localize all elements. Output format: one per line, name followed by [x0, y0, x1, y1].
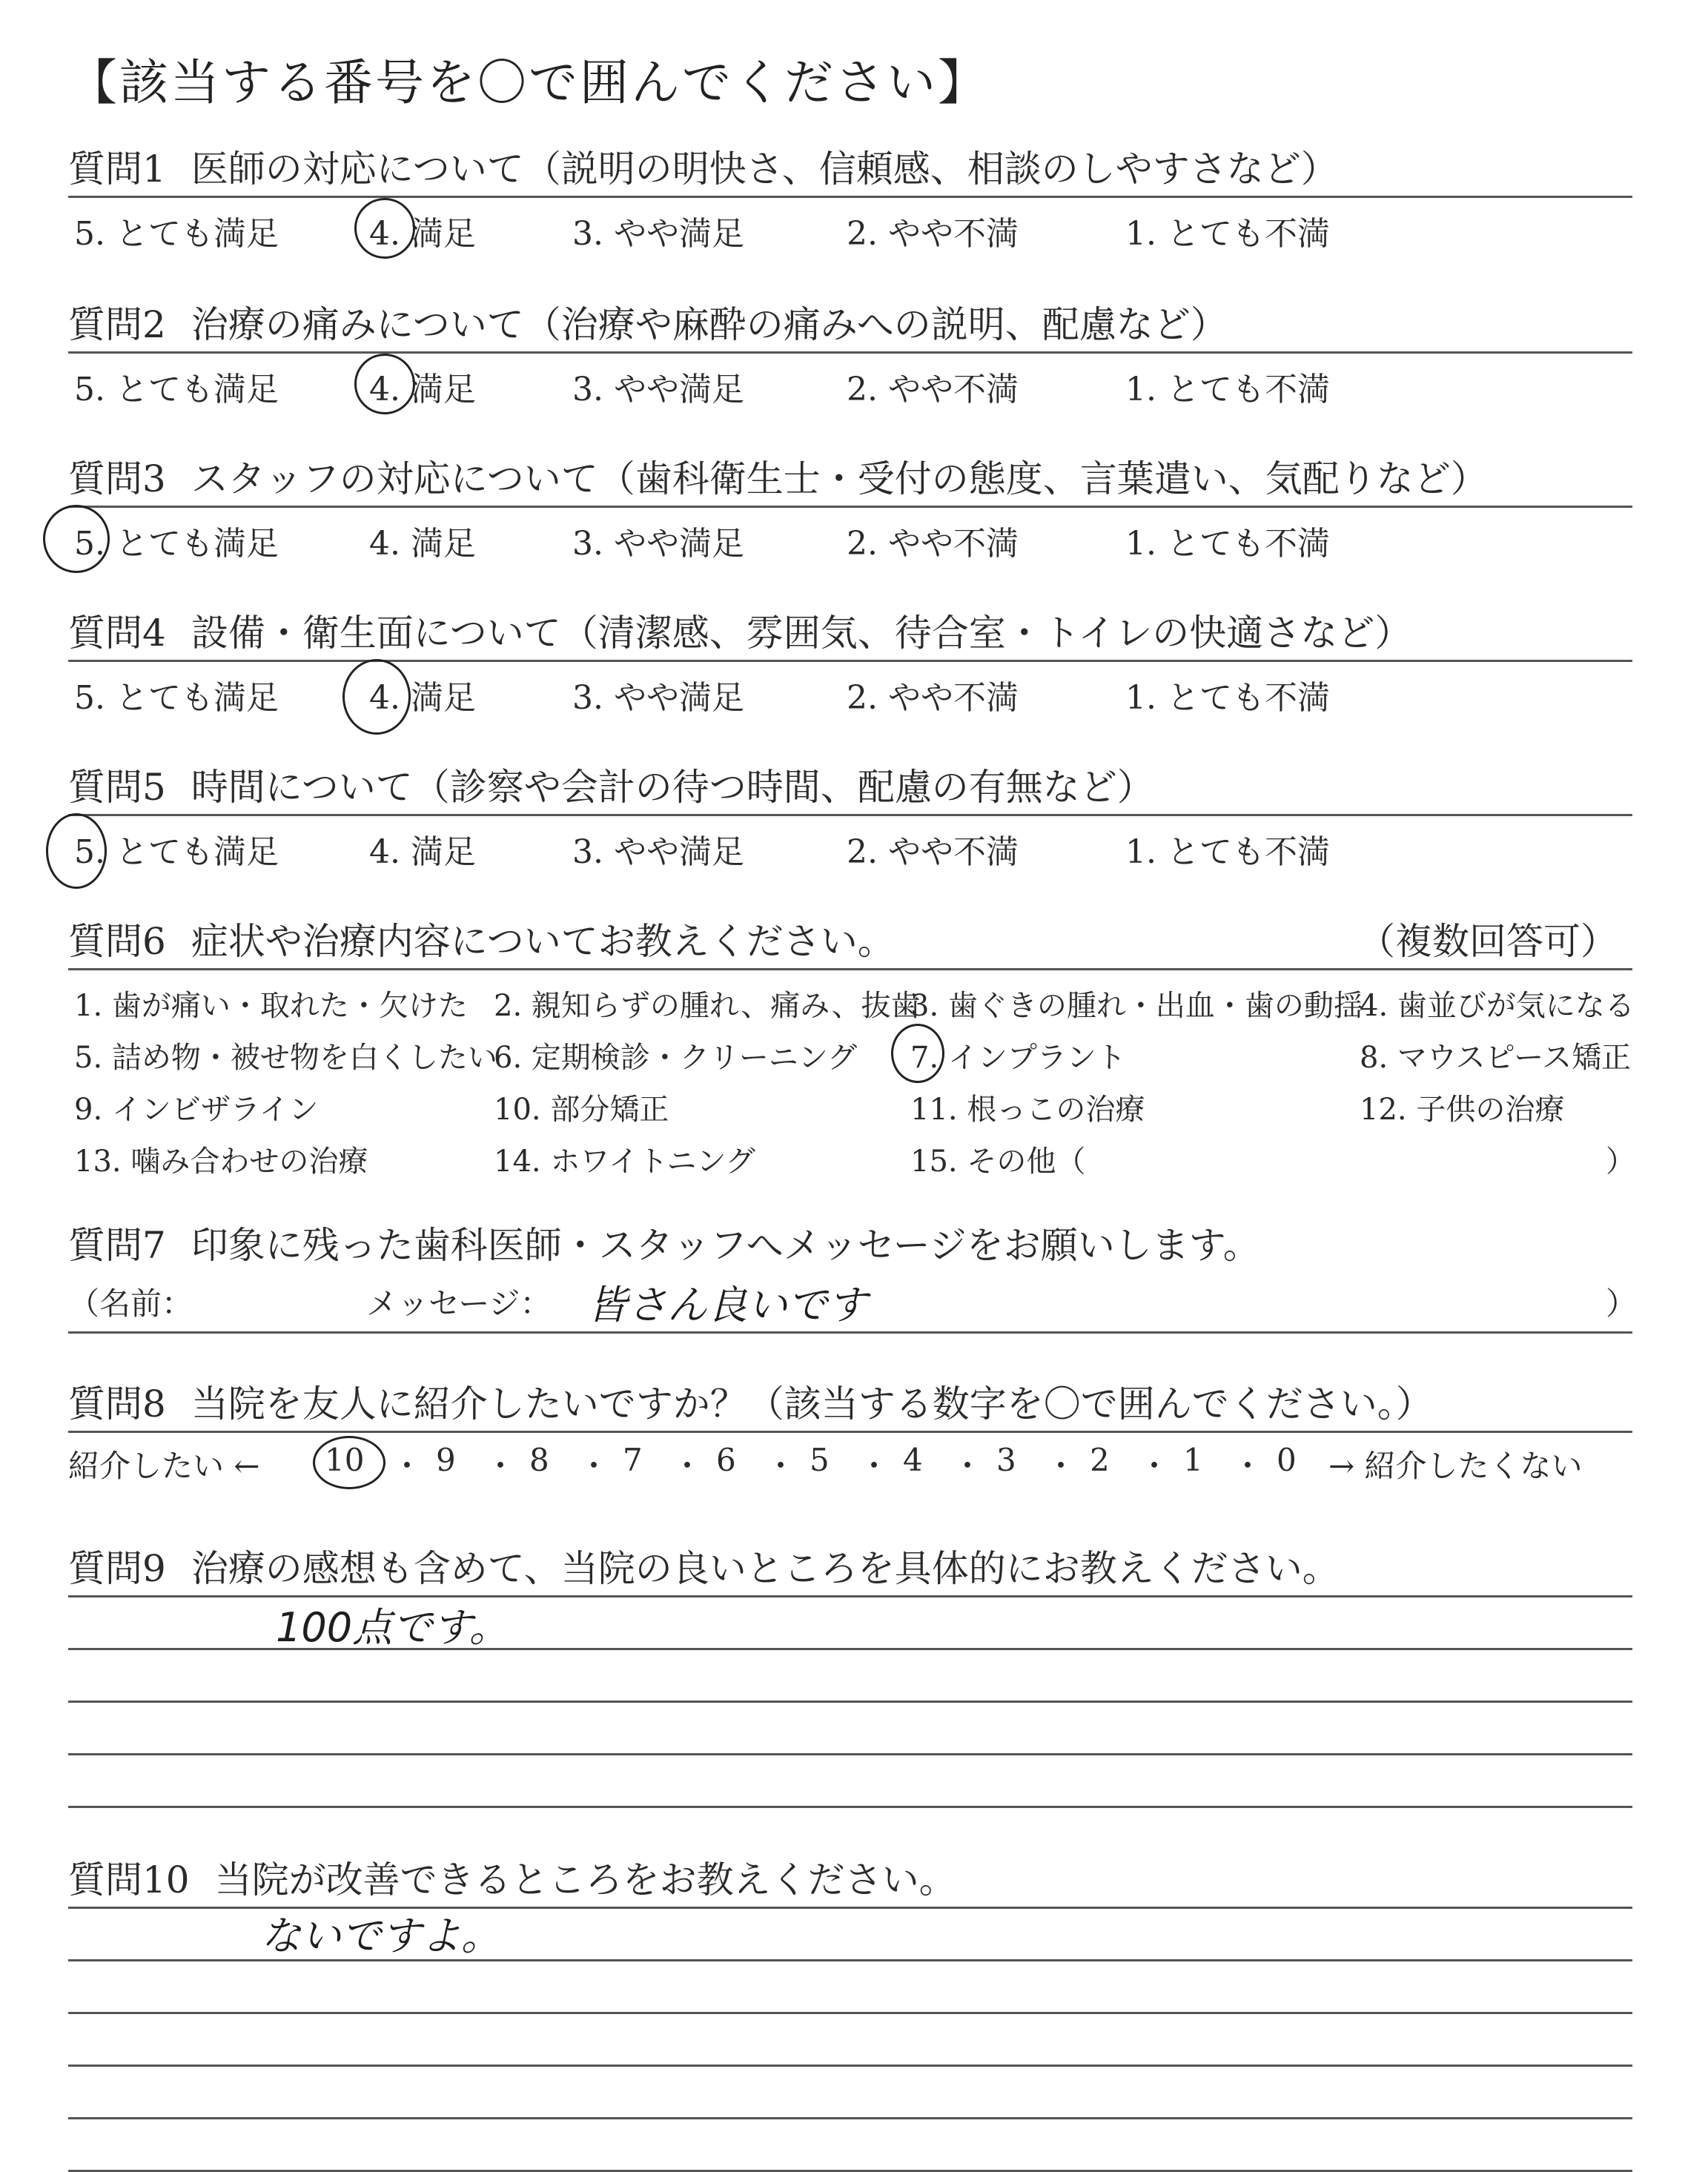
recommend-scale: [68, 1433, 1632, 1489]
rating-options: [68, 354, 1632, 407]
question-text: スタッフの対応について（歯科衛生士・受付の態度、言葉遣い、気配りなど）: [191, 457, 1488, 500]
question-number: 質問10: [68, 1858, 190, 1901]
answer-line: [68, 1961, 1632, 2014]
question-number: 質問9: [68, 1547, 166, 1590]
symptom-options: [68, 970, 1635, 1185]
option-5[interactable]: 5. とても満足: [74, 215, 279, 253]
symptom-option[interactable]: 4. 歯並びが気になる: [1360, 989, 1635, 1023]
question-9: [68, 1545, 1632, 1808]
option-1[interactable]: 1. とても不満: [1125, 833, 1330, 871]
scale-value-2[interactable]: 2: [1090, 1442, 1110, 1478]
scale-value-1[interactable]: 1: [1183, 1442, 1203, 1478]
answer-lines[interactable]: [68, 1597, 1632, 1808]
scale-separator: ・: [1139, 1448, 1171, 1484]
question-2-title: [68, 301, 1632, 354]
option-5[interactable]: 5. とても満足: [74, 371, 279, 408]
question-1: [68, 145, 1632, 251]
message-close-paren: ）: [1606, 1285, 1638, 1322]
scale-separator: ・: [858, 1448, 890, 1484]
rating-options: [68, 662, 1632, 715]
question-number: 質問7: [68, 1224, 166, 1267]
scale-separator: ・: [952, 1448, 984, 1484]
scale-right-label: → 紹介したくない: [1328, 1448, 1583, 1484]
option-2[interactable]: 2. やや不満: [847, 215, 1019, 253]
question-number: 質問2: [68, 303, 166, 346]
option-4[interactable]: 4. 満足: [369, 679, 476, 717]
option-4[interactable]: 4. 満足: [369, 215, 476, 253]
symptom-option[interactable]: 14. ホワイトニング: [494, 1145, 755, 1179]
message-field[interactable]: [68, 1272, 1638, 1334]
question-7-title: [68, 1222, 1632, 1272]
option-3[interactable]: 3. やや満足: [572, 679, 744, 717]
option-2[interactable]: 2. やや不満: [847, 371, 1019, 408]
scale-left-label: 紹介したい ←: [68, 1448, 260, 1484]
question-number: 質問5: [68, 766, 166, 809]
option-1[interactable]: 1. とても不満: [1125, 525, 1330, 563]
scale-value-9[interactable]: 9: [436, 1442, 456, 1478]
question-2: [68, 301, 1632, 407]
question-4-title: [68, 609, 1632, 662]
answer-line: [68, 2119, 1632, 2172]
scale-separator: ・: [391, 1448, 423, 1484]
symptom-option[interactable]: 10. 部分矯正: [494, 1093, 669, 1127]
question-number: 質問4: [68, 612, 166, 655]
option-4[interactable]: 4. 満足: [369, 525, 476, 563]
scale-value-5[interactable]: 5: [810, 1442, 830, 1478]
scale-value-8[interactable]: 8: [529, 1442, 549, 1478]
option-3[interactable]: 3. やや満足: [572, 833, 744, 871]
question-text: 印象に残った歯科医師・スタッフへメッセージをお願いします。: [191, 1224, 1260, 1267]
question-text: 治療の痛みについて（治療や麻酔の痛みへの説明、配慮など）: [191, 303, 1228, 346]
scale-separator: ・: [765, 1448, 797, 1484]
symptom-option[interactable]: 3. 歯ぐきの腫れ・出血・歯の動揺: [910, 989, 1363, 1023]
option-2[interactable]: 2. やや不満: [847, 833, 1019, 871]
question-8: [68, 1380, 1632, 1489]
scale-value-10[interactable]: 10: [325, 1442, 365, 1478]
question-text: 当院を友人に紹介したいですか？（該当する数字を〇で囲んでください。）: [191, 1383, 1433, 1426]
symptom-option[interactable]: 11. 根っこの治療: [910, 1093, 1145, 1127]
symptom-option[interactable]: 5. 詰め物・被せ物を白くしたい: [74, 1041, 497, 1075]
answer-line: [68, 2067, 1632, 2119]
option-4[interactable]: 4. 満足: [369, 833, 476, 871]
answer-line: [68, 1755, 1632, 1808]
scale-separator: ・: [485, 1448, 517, 1484]
scale-value-6[interactable]: 6: [716, 1442, 736, 1478]
option-5[interactable]: 5. とても満足: [74, 679, 279, 717]
handwritten-message: 皆さん良いです: [587, 1282, 867, 1328]
answer-lines[interactable]: [68, 1909, 1632, 2172]
question-10-title: [68, 1856, 1632, 1909]
option-2[interactable]: 2. やや不満: [847, 679, 1019, 717]
rating-options: [68, 198, 1632, 251]
symptom-option-other[interactable]: 15. その他（: [910, 1145, 1086, 1179]
question-text: 当院が改善できるところをお教えください。: [214, 1858, 956, 1901]
symptom-option[interactable]: 13. 噛み合わせの治療: [74, 1145, 368, 1179]
scale-separator: ・: [1045, 1448, 1077, 1484]
question-text: 設備・衛生面について（清潔感、雰囲気、待合室・トイレの快適さなど）: [191, 612, 1412, 655]
question-text: 医師の対応について（説明の明快さ、信頼感、相談のしやすさなど）: [191, 148, 1338, 191]
question-number: 質問8: [68, 1383, 166, 1426]
option-3[interactable]: 3. やや満足: [572, 525, 744, 563]
message-label: メッセージ：: [366, 1285, 552, 1322]
answer-line: [68, 2014, 1632, 2067]
symptom-option[interactable]: 2. 親知らずの腫れ、痛み、抜歯: [494, 989, 921, 1023]
name-label: （名前：: [68, 1285, 193, 1322]
question-number: 質問6: [68, 920, 166, 963]
answer-line: [68, 1703, 1632, 1755]
question-7: [68, 1222, 1638, 1334]
scale-value-4[interactable]: 4: [903, 1442, 923, 1478]
question-number: 質問3: [68, 457, 166, 500]
option-1[interactable]: 1. とても不満: [1125, 679, 1330, 717]
symptom-option[interactable]: 8. マウスピース矯正: [1360, 1041, 1632, 1075]
option-2[interactable]: 2. やや不満: [847, 525, 1019, 563]
question-5-title: [68, 764, 1632, 816]
option-3[interactable]: 3. やや満足: [572, 215, 744, 253]
symptom-option[interactable]: 1. 歯が痛い・取れた・欠けた: [74, 989, 468, 1023]
scale-value-3[interactable]: 3: [996, 1442, 1016, 1478]
scale-separator: ・: [672, 1448, 704, 1484]
symptom-option[interactable]: 12. 子供の治療: [1360, 1093, 1565, 1127]
scale-value-0[interactable]: 0: [1277, 1442, 1297, 1478]
question-3-title: [68, 455, 1632, 508]
question-text: 時間について（診察や会計の待つ時間、配慮の有無など）: [191, 766, 1154, 809]
option-1[interactable]: 1. とても不満: [1125, 215, 1330, 253]
other-close-paren: ）: [1606, 1145, 1635, 1179]
question-1-title: [68, 145, 1632, 198]
multiple-answers-note: （複数回答可）: [1358, 920, 1618, 963]
question-3: [68, 455, 1632, 561]
option-5[interactable]: 5. とても満足: [74, 525, 279, 563]
scale-value-7[interactable]: 7: [623, 1442, 643, 1478]
question-10: [68, 1856, 1632, 2172]
question-text: 症状や治療内容についてお教えください。: [191, 920, 895, 963]
option-4[interactable]: 4. 満足: [369, 371, 476, 408]
handwritten-answer: ないですよ。: [261, 1913, 501, 1959]
scale-separator: ・: [1232, 1448, 1264, 1484]
symptom-option[interactable]: 6. 定期検診・クリーニング: [494, 1041, 858, 1075]
rating-options: [68, 816, 1632, 870]
option-3[interactable]: 3. やや満足: [572, 371, 744, 408]
answer-line: [68, 1650, 1632, 1703]
question-4: [68, 609, 1632, 715]
question-text: 治療の感想も含めて、当院の良いところを具体的にお教えください。: [191, 1547, 1340, 1590]
scale-separator: ・: [578, 1448, 610, 1484]
question-5: [68, 764, 1632, 870]
question-6-title: [68, 918, 1632, 970]
rating-options: [68, 508, 1632, 561]
instruction-header: 【該当する番号を〇で囲んでください】: [68, 54, 989, 111]
symptom-option-implant[interactable]: 7. インプラント: [910, 1041, 1126, 1075]
question-number: 質問1: [68, 148, 166, 191]
question-9-title: [68, 1545, 1632, 1597]
question-6: [68, 918, 1635, 1185]
question-8-title: [68, 1380, 1632, 1433]
option-5[interactable]: 5. とても満足: [74, 833, 279, 871]
option-1[interactable]: 1. とても不満: [1125, 371, 1330, 408]
symptom-option[interactable]: 9. インビザライン: [74, 1093, 319, 1127]
handwritten-answer: 100点です。: [276, 1604, 509, 1651]
